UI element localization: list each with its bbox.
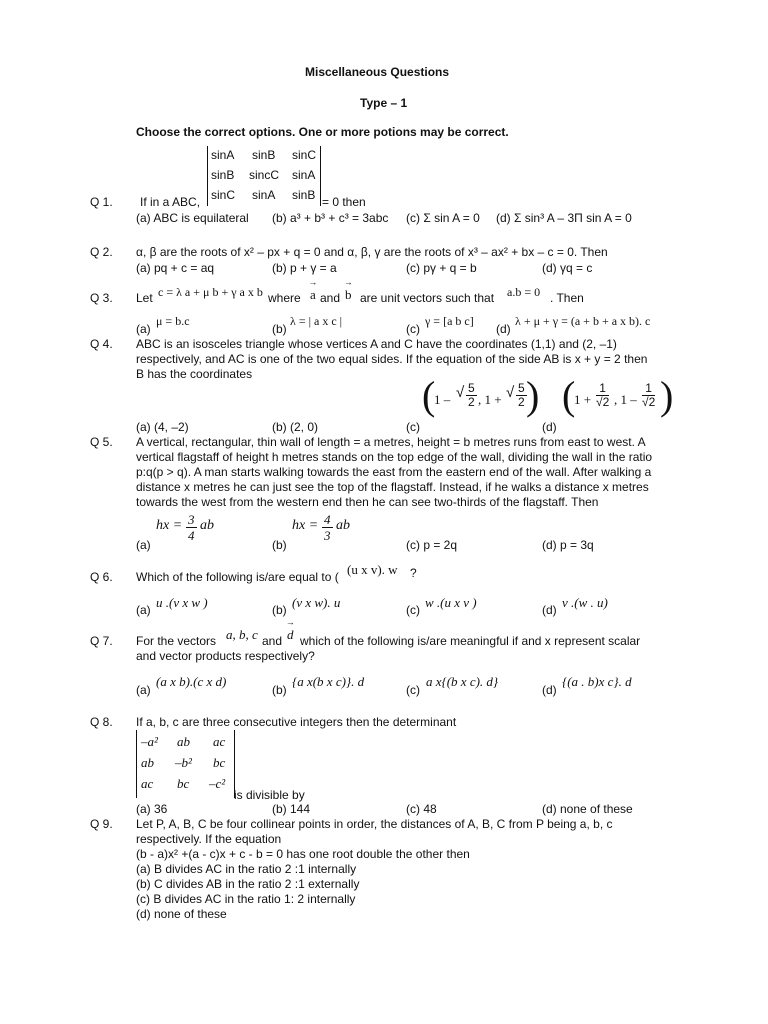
option-b: (b) 144: [272, 802, 311, 816]
vector-d: → d: [287, 627, 294, 643]
vector-a: → a: [310, 287, 316, 303]
question-line: (b - a)x² +(a - c)x + c - b = 0 has one root double the other then: [136, 847, 470, 861]
option-c: (c) Σ sin A = 0: [406, 211, 480, 225]
page-title: Miscellaneous Questions: [305, 65, 450, 79]
option-b: λ = | a x c |: [290, 314, 343, 328]
question-line: respectively. If the equation: [136, 832, 282, 846]
question-number: Q 5.: [90, 435, 113, 449]
option-c: (c) pγ + q = b: [406, 261, 477, 275]
option-b: {a x(b x c)}. d: [292, 674, 365, 689]
question-line: distance x metres he can just see the top of the flagstaff. Instead, if he walks a distance x metres: [136, 480, 649, 494]
question-line: ABC is an isosceles triangle whose vertices A and C have the coordinates (1,1) and (2, –1): [136, 337, 617, 351]
question-number: Q 4.: [90, 337, 113, 351]
determinant: sinA sinB sinC sinB sincC sinA sinC sinA sinB: [207, 146, 321, 206]
question-number: Q 8.: [90, 715, 113, 729]
question-number: Q 3.: [90, 291, 113, 305]
question-where: where: [268, 291, 301, 305]
option-a: (a) (4, –2): [136, 420, 189, 434]
option-a: μ = b.c: [156, 314, 190, 328]
option-d: λ + μ + γ = (a + b + a x b). c: [515, 314, 651, 328]
option-c: (c): [406, 420, 420, 434]
option-b: (v x w). u: [292, 595, 341, 610]
question-number: Q 7.: [90, 634, 113, 648]
question-line: and vector products respectively?: [136, 649, 315, 663]
option-a: (a) 36: [136, 802, 168, 816]
question-unit: are unit vectors such that: [360, 291, 495, 305]
option-c: (c) p = 2q: [406, 538, 458, 552]
question-number: Q 9.: [90, 817, 113, 831]
question-stem: For the vectors: [136, 634, 217, 648]
question-and: and: [320, 291, 341, 305]
question-number: Q 2.: [90, 245, 113, 259]
option-d: (d) p = 3q: [542, 538, 594, 552]
question-let: Let: [136, 291, 153, 305]
option-d: (d) γq = c: [542, 261, 593, 275]
option-b: (b) (2, 0): [272, 420, 319, 434]
question-line: vertical flagstaff of height h metres stands on the top edge of the wall, dividing the wall in the ratio: [136, 450, 653, 464]
option-a: (a) ABC is equilateral: [136, 211, 249, 225]
option-c: a x{(b x c). d}: [426, 674, 499, 689]
question-stem-2: which of the following is/are meaningful if and x represent scalar: [300, 634, 641, 648]
vector-b: → b: [345, 287, 352, 303]
question-tail: = 0 then: [322, 195, 366, 209]
option-d-expression: ( 1 + $\frac{1}{√2}$ , 1 – $\frac{1}{√2}$ ): [562, 373, 674, 418]
question-line: A vertical, rectangular, thin wall of length = a metres, height = b metres runs from east to west. A: [136, 435, 646, 449]
vector-expression: (u x v). w: [347, 562, 398, 577]
option-d: (d) none of these: [542, 802, 633, 816]
question-line: B has the coordinates: [136, 367, 253, 381]
option-d: (d): [542, 420, 557, 434]
question-line: p:q(p > q). A man starts walking towards the east from the eastern end of the wall. After walking a: [136, 465, 652, 479]
vectors-abc: a, b, c: [226, 627, 258, 642]
option-a: (a x b).(c x d): [156, 674, 227, 689]
question-stem: α, β are the roots of x² – px + q = 0 and α, β, γ are the roots of x³ – ax² + bx – c = 0. Then: [136, 245, 608, 259]
option-d: (d) none of these: [136, 907, 227, 921]
vector-expression: c = λ a + μ b + γ a x b: [158, 285, 263, 299]
question-number: Q 6.: [90, 570, 113, 584]
option-b: (b) C divides AB in the ratio 2 :1 externally: [136, 877, 360, 891]
question-line: towards the west from the western end then he can see two-thirds of the flagstaff. Then: [136, 495, 599, 509]
option-d: (d) Σ sin³ A – 3Π sin A = 0: [496, 211, 632, 225]
instructions: Choose the correct options. One or more potions may be correct.: [136, 125, 509, 139]
vector-condition: a.b = 0: [507, 285, 541, 299]
question-tail: is divisible by: [234, 788, 305, 802]
question-stem: If in a ABC,: [140, 195, 201, 209]
option-d: {(a . b)x c}. d: [562, 674, 632, 689]
question-then: . Then: [550, 291, 584, 305]
option-c: (c) 48: [406, 802, 437, 816]
question-line: Let P, A, B, C be four collinear points in order, the distances of A, B, C from P being a, b, c: [136, 817, 613, 831]
option-a: (a) B divides AC in the ratio 2 :1 internally: [136, 862, 357, 876]
question-number: Q 1.: [90, 195, 113, 209]
question-stem: If a, b, c are three consecutive integers then the determinant: [136, 715, 457, 729]
option-a: u .(v x w ): [156, 595, 208, 610]
option-c: γ = [a b c]: [425, 314, 474, 328]
option-a: (a) pq + c = aq: [136, 261, 215, 275]
option-c: w .(u x v ): [425, 595, 477, 610]
option-c: (c) B divides AC in the ratio 1: 2 internally: [136, 892, 356, 906]
option-b: (b) a³ + b³ + c³ = 3abc: [272, 211, 389, 225]
determinant: –a² ab ac ab –b² bc ac bc –c²: [136, 730, 235, 798]
question-stem: Which of the following is/are equal to (: [136, 570, 339, 584]
section-type: Type – 1: [360, 96, 408, 110]
option-b: (b) p + γ = a: [272, 261, 337, 275]
question-line: respectively, and AC is one of the two equal sides. If the equation of the side AB is x + y = 2 then: [136, 352, 648, 366]
option-c-expression: ( 1 – √ $\frac{5}{2}$ , 1 + √ $\frac{5}{2}$ ): [422, 373, 540, 418]
option-d: v .(w . u): [562, 595, 608, 610]
